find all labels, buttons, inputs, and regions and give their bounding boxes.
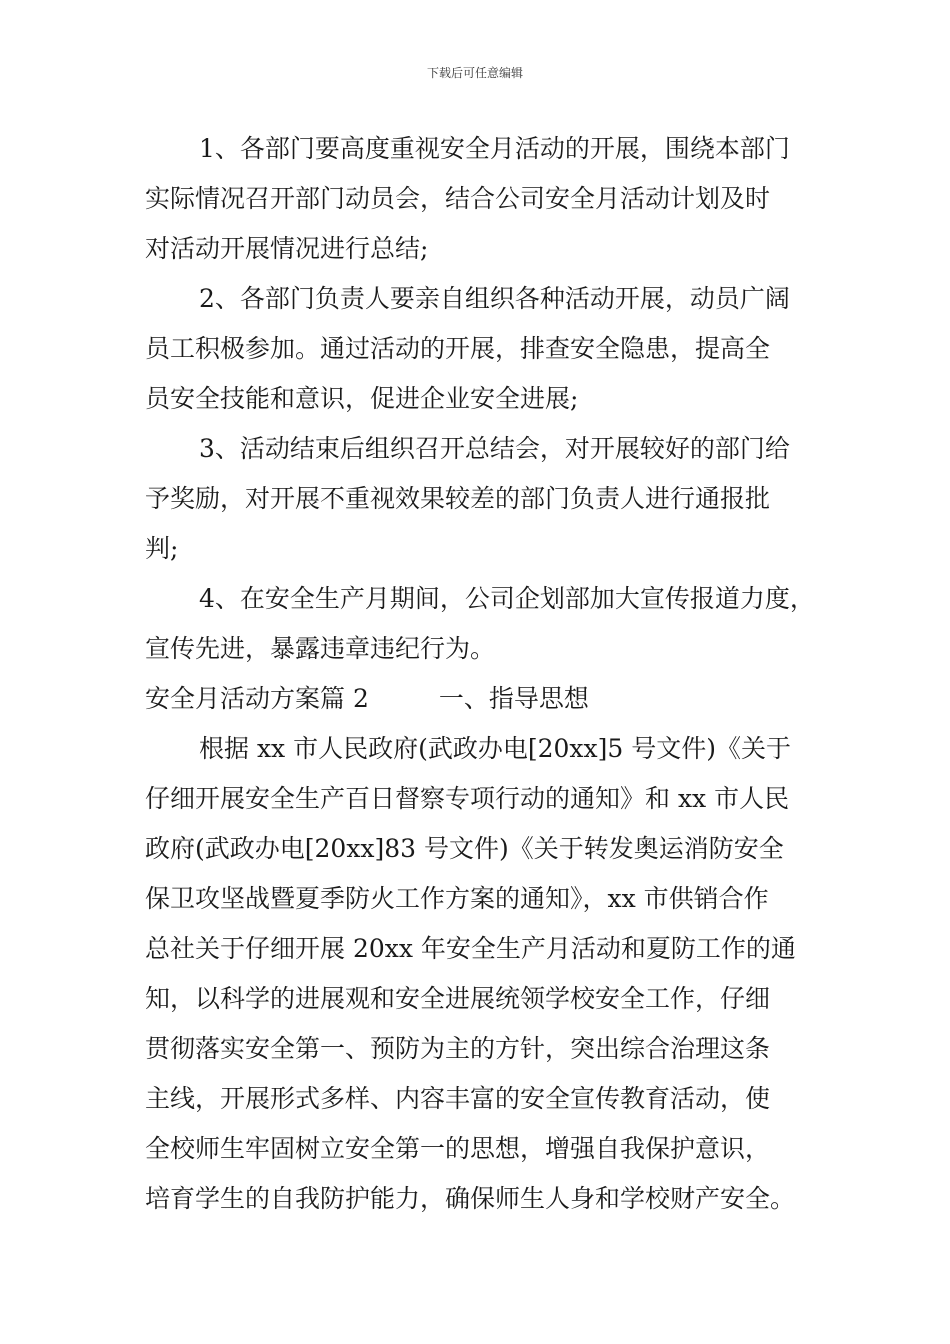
text-line: 贯彻落实安全第一、预防为主的方针，突出综合治理这条 [145,1034,771,1063]
paragraph-5 [145,724,835,1224]
text-line: 根据 xx 市人民政府(武政办电[20xx]5 号文件)《关于 [199,734,791,763]
paragraph-2 [145,274,835,424]
text-line: 政府(武政办电[20xx]83 号文件)《关于转发奥运消防安全 [145,834,784,863]
text-line: 2、各部门负责人要亲自组织各种活动开展，动员广阔 [199,284,790,313]
text-line: 仔细开展安全生产百日督察专项行动的通知》和 xx 市人民 [145,784,790,813]
text-line: 实际情况召开部门动员会，结合公司安全月活动计划及时 [145,184,771,213]
text-line: 员安全技能和意识，促进企业安全进展; [145,384,579,413]
text-line: 培育学生的自我防护能力，确保师生人身和学校财产安全。 [145,1184,796,1213]
text-line: 判; [145,534,179,563]
section-heading: 一、指导思想 [438,684,589,713]
text-line: 予奖励，对开展不重视效果较差的部门负责人进行通报批 [145,484,771,513]
section-title: 安全月活动方案篇 2 [145,684,369,713]
text-line: 总社关于仔细开展 20xx 年安全生产月活动和夏防工作的通 [145,934,796,963]
text-line: 主线，开展形式多样、内容丰富的安全宣传教育活动，使 [145,1084,771,1113]
document-body [145,124,835,1224]
text-line: 1、各部门要高度重视安全月活动的开展，围绕本部门 [199,134,790,163]
paragraph-3 [145,424,835,574]
text-line: 4、在安全生产月期间，公司企划部加大宣传报道力度， [199,584,815,613]
text-line: 3、活动结束后组织召开总结会，对开展较好的部门给 [199,434,790,463]
page-header-note: 下载后可任意编辑 [426,66,523,80]
text-line: 保卫攻坚战暨夏季防火工作方案的通知》，xx 市供销合作 [145,884,769,913]
paragraph-4 [145,574,835,674]
text-line: 宣传先进，暴露违章违纪行为。 [145,634,496,663]
text-line: 员工积极参加。通过活动的开展，排查安全隐患，提高全 [145,334,771,363]
text-line: 知，以科学的进展观和安全进展统领学校安全工作，仔细 [145,984,771,1013]
paragraph-1 [145,124,835,274]
text-line: 对活动开展情况进行总结; [145,234,429,263]
section-title-line [145,674,835,724]
text-line: 全校师生牢固树立安全第一的思想，增强自我保护意识， [145,1134,771,1163]
